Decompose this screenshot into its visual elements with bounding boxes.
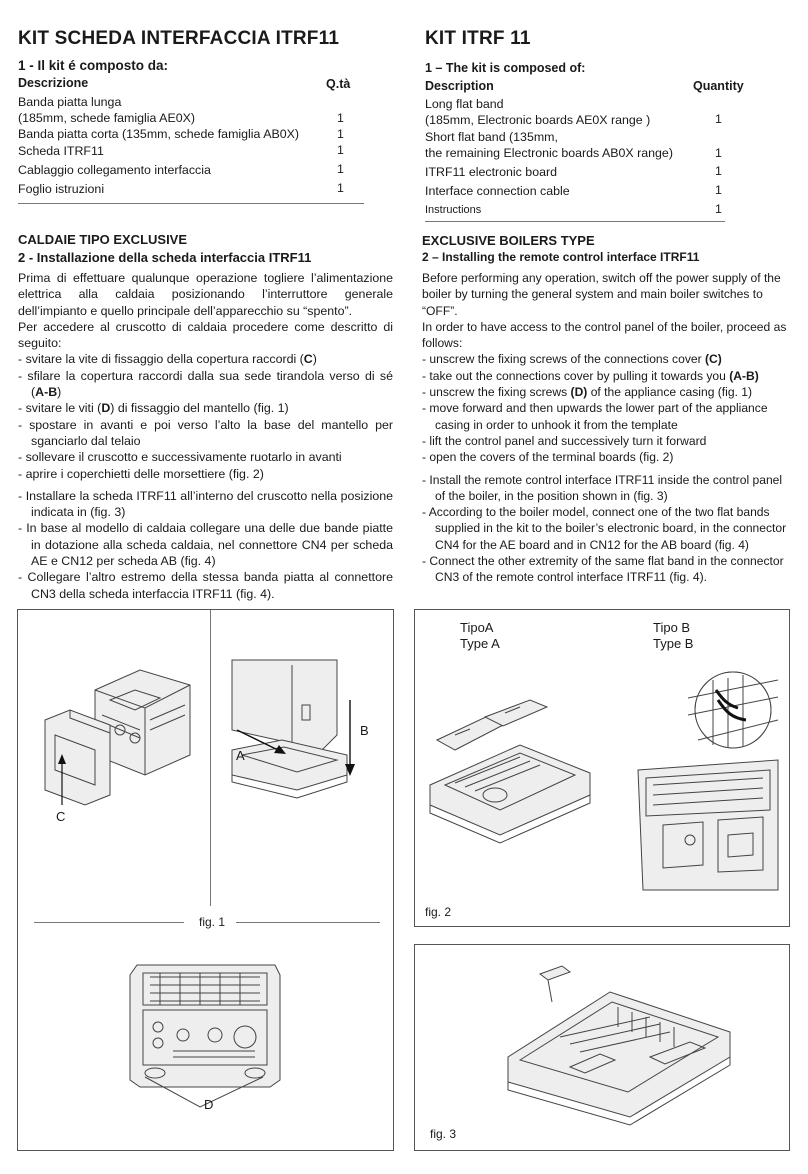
list-item: - According to the boiler model, connect one of the two flat bands supplied in the kit to the boiler’s electronic board, in the connector CN4 for the AE board and in CN12 for the AB board (fig. 4)	[422, 505, 787, 552]
it-row-4-qty: 1	[337, 162, 344, 176]
figure-3-board-drawing	[500, 962, 740, 1122]
en-row-2	[425, 129, 673, 161]
en-title: KIT ITRF 11	[425, 28, 531, 49]
list-item: - sfilare la copertura raccordi dalla sua sede tirandola verso di sé (A-B)	[18, 368, 393, 400]
it-kit-heading: 1 - Il kit é composto da:	[18, 58, 169, 73]
en-paragraph-2: In order to have access to the control panel of the boiler, proceed as follows:	[422, 319, 787, 351]
list-item: - Install the remote control interface ITRF11 inside the control panel of the boiler, in the position shown in (fig. 3)	[422, 472, 783, 503]
figure-1-rule-right	[236, 922, 380, 923]
list-item: - take out the connections cover by pulling it towards you (A-B)	[422, 368, 759, 383]
en-row-2-qty: 1	[715, 146, 722, 160]
list-item: - Installare la scheda ITRF11 all’interno del cruscotto nella posizione indicata in (fig. 3)	[18, 488, 393, 520]
type-a-label: Type A	[460, 636, 500, 651]
label-c: C	[56, 809, 66, 824]
en-row-2-line2: the remaining Electronic boards AB0X range)	[425, 146, 673, 160]
en-row-1-line2: (185mm, Electronic boards AE0X range )	[425, 113, 651, 127]
en-steps-list	[422, 351, 790, 465]
type-b-label: Type B	[653, 636, 694, 651]
it-row-5-qty: 1	[337, 181, 344, 195]
figure-1-boiler-drawing	[40, 660, 200, 800]
it-row-1	[18, 94, 195, 126]
list-item: - sollevare il cruscotto e successivamente ruotarlo in avanti	[18, 450, 342, 465]
en-row-5-qty: 1	[715, 202, 722, 216]
en-row-4: Interface connection cable	[425, 184, 570, 198]
list-item: - In base al modello di caldaia collegare una delle due bande piatte in dotazione alla scheda caldaia, nel connettore CN4 per scheda AE e CN12 per scheda AB (fig. 4)	[18, 521, 393, 569]
en-row-5: Instructions	[425, 204, 482, 216]
list-item: - Connect the other extremity of the same flat band in the connector CN3 of the remote control interface ITRF11 (fig. 4).	[422, 554, 784, 585]
figure-1-label: fig. 1	[199, 915, 226, 929]
en-subsection-title: 2 – Installing the remote control interface ITRF11	[422, 250, 700, 264]
connections-cover	[45, 710, 110, 805]
tipo-a-label: TipoA	[460, 620, 494, 635]
it-subsection-title: 2 - Installazione della scheda interfaccia ITRF11	[18, 250, 312, 265]
label-d: D	[204, 1097, 214, 1112]
terminal-covers	[437, 700, 547, 750]
figure-2-type-a-drawing	[425, 695, 600, 835]
it-col-desc: Descrizione	[18, 76, 89, 90]
it-row-1-line2: (185mm, schede famiglia AE0X)	[18, 111, 195, 125]
en-row-1-line1: Long flat band	[425, 97, 504, 111]
it-paragraph-2: Per accedere al cruscotto di caldaia procedere come descritto di seguito:	[18, 319, 393, 351]
it-row-2: Banda piatta corta (135mm, schede famiglia AB0X)	[18, 127, 300, 141]
en-row-1-qty: 1	[715, 112, 722, 126]
it-row-3-qty: 1	[337, 143, 344, 157]
it-steps-list	[18, 351, 393, 481]
it-row-4: Cablaggio collegamento interfaccia	[18, 163, 211, 177]
it-paragraph-1: Prima di effettuare qualunque operazione togliere l’alimentazione elettrica alla caldaia posizionando l’interruttore generale dell’impianto e quello principale dell’apparecchio su “spento”.	[18, 271, 393, 318]
zoom-circle	[688, 672, 778, 748]
list-item: - open the covers of the terminal boards (fig. 2)	[422, 450, 674, 465]
it-table-rule	[18, 203, 364, 204]
list-item: - svitare le viti (D) di fissaggio del mantello (fig. 1)	[18, 401, 289, 416]
tipo-b-label: Tipo B	[653, 620, 691, 635]
figure-1-cover-drawing	[222, 660, 382, 820]
en-row-2-line1: Short flat band (135mm,	[425, 130, 558, 144]
cover-tray	[232, 740, 347, 798]
it-row-1-line1: Banda piatta lunga	[18, 95, 122, 109]
itrf11-card	[540, 966, 570, 1002]
list-item: - svitare la vite di fissaggio della copertura raccordi (C)	[18, 352, 317, 367]
boiler-lower	[232, 660, 337, 750]
list-item: - Collegare l’altro estremo della stessa banda piatta al connettore CN3 della scheda interfaccia ITRF11 (fig. 4).	[18, 570, 393, 601]
en-row-4-qty: 1	[715, 183, 722, 197]
en-paragraph-1: Before performing any operation, switch off the power supply of the boiler by turning the general system and main boiler switches to “OFF”.	[422, 271, 781, 318]
it-steps2-list	[18, 488, 393, 602]
control-panel-a	[430, 745, 590, 843]
it-row-5: Foglio istruzioni	[18, 182, 105, 196]
en-col-qty: Quantity	[693, 79, 744, 93]
en-row-3-qty: 1	[715, 164, 722, 178]
en-body	[422, 270, 790, 586]
control-panel-b	[638, 760, 778, 890]
en-col-desc: Description	[425, 79, 494, 93]
list-item: - spostare in avanti e poi verso l’alto la base del mantello per sganciarlo dal telaio	[18, 417, 393, 448]
figure-2-type-b-drawing	[628, 660, 788, 890]
list-item: - unscrew the fixing screws (D) of the appliance casing (fig. 1)	[422, 385, 753, 400]
figure-3-label: fig. 3	[430, 1127, 457, 1141]
figure-1-rule-left	[34, 922, 184, 923]
panel-housing	[508, 992, 730, 1125]
list-item: - unscrew the fixing screws of the connections cover (C)	[422, 352, 722, 367]
label-a: A	[236, 748, 245, 763]
it-title: KIT SCHEDA INTERFACCIA ITRF11	[18, 28, 340, 49]
en-section-title: EXCLUSIVE BOILERS TYPE	[422, 233, 595, 248]
it-body	[18, 270, 393, 602]
figure-1-divider	[210, 610, 211, 906]
label-b: B	[360, 723, 369, 738]
en-table-rule	[425, 221, 725, 222]
list-item: - lift the control panel and successively turn it forward	[422, 433, 707, 448]
en-row-1	[425, 96, 650, 128]
it-row-1-qty: 1	[337, 111, 344, 125]
figure-1-frame-drawing	[125, 965, 305, 1115]
list-item: - aprire i coperchietti delle morsettiere (fig. 2)	[18, 466, 264, 481]
list-item: - move forward and then upwards the lower part of the appliance casing in order to unhook it from the template	[422, 401, 768, 432]
it-section-title: CALDAIE TIPO EXCLUSIVE	[18, 232, 188, 247]
en-steps2-list	[422, 472, 790, 586]
it-col-qty: Q.tà	[326, 77, 351, 91]
it-row-3: Scheda ITRF11	[18, 144, 104, 158]
en-kit-heading: 1 – The kit is composed of:	[425, 61, 586, 75]
figure-2-label: fig. 2	[425, 905, 452, 919]
en-row-3: ITRF11 electronic board	[425, 165, 557, 179]
it-row-2-qty: 1	[337, 127, 344, 141]
